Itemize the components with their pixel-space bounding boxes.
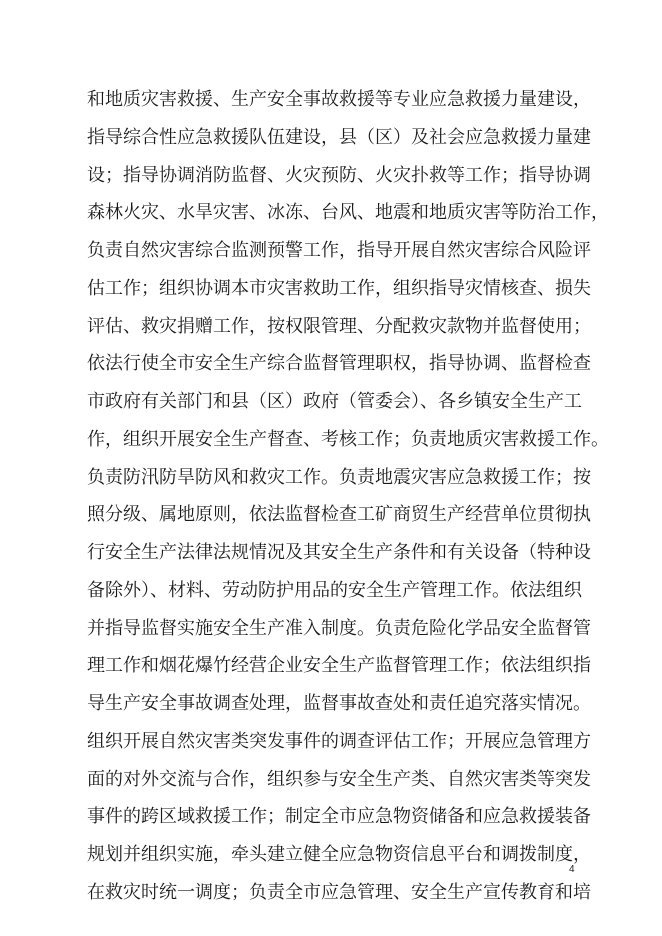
text-line: 规划并组织实施，牵头建立健全应急物资信息平台和调拨制度， <box>87 844 591 865</box>
text-line: 依法行使全市安全生产综合监督管理职权，指导协调、监督检查 <box>87 353 591 375</box>
text-line: 估工作；组织协调本市灾害救助工作，组织指导灾情核查、损失 <box>87 277 591 299</box>
text-line: 指导综合性应急救援队伍建设，县（区）及社会应急救援力量建 <box>87 126 591 148</box>
text-line: 照分级、属地原则，依法监督检查工矿商贸生产经营单位贯彻执 <box>87 504 591 526</box>
text-line: 在救灾时统一调度；负责全市应急管理、安全生产宣传教育和培 <box>87 881 591 903</box>
text-line: 行安全生产法律法规情况及其安全生产条件和有关设备（特种设 <box>87 542 591 563</box>
text-line: 理工作和烟花爆竹经营企业安全生产监督管理工作；依法组织指 <box>87 655 591 677</box>
text-line: 负责防汛防旱防风和救灾工作。负责地震灾害应急救援工作；按 <box>87 466 591 488</box>
text-line: 作，组织开展安全生产督查、考核工作；负责地质灾害救援工作。 <box>87 428 609 450</box>
text-line: 面的对外交流与合作，组织参与安全生产类、自然灾害类等突发 <box>87 768 591 790</box>
text-line: 市政府有关部门和县（区）政府（管委会）、各乡镇安全生产工 <box>87 391 582 412</box>
page-number: 4 <box>569 864 575 875</box>
text-line: 事件的跨区域救援工作；制定全市应急物资储备和应急救援装备 <box>87 806 591 828</box>
text-line: 负责自然灾害综合监测预警工作，指导开展自然灾害综合风险评 <box>87 240 591 261</box>
body-text <box>87 81 609 912</box>
text-line: 和地质灾害救援、生产安全事故救援等专业应急救援力量建设， <box>87 89 591 110</box>
text-line: 并指导监督实施安全生产准入制度。负责危险化学品安全监督管 <box>87 617 591 639</box>
text-line: 备除外）、材料、劳动防护用品的安全生产管理工作。依法组织 <box>87 579 582 601</box>
text-line: 导生产安全事故调查处理，监督事故查处和责任追究落实情况。 <box>87 693 591 714</box>
text-line: 组织开展自然灾害类突发事件的调查评估工作；开展应急管理方 <box>87 730 591 752</box>
text-line: 设；指导协调消防监督、火灾预防、火灾扑救等工作；指导协调 <box>87 164 591 186</box>
text-line: 森林火灾、水旱灾害、冰冻、台风、地震和地质灾害等防治工作， <box>87 202 609 224</box>
text-line: 评估、救灾捐赠工作，按权限管理、分配救灾款物并监督使用； <box>87 315 591 337</box>
